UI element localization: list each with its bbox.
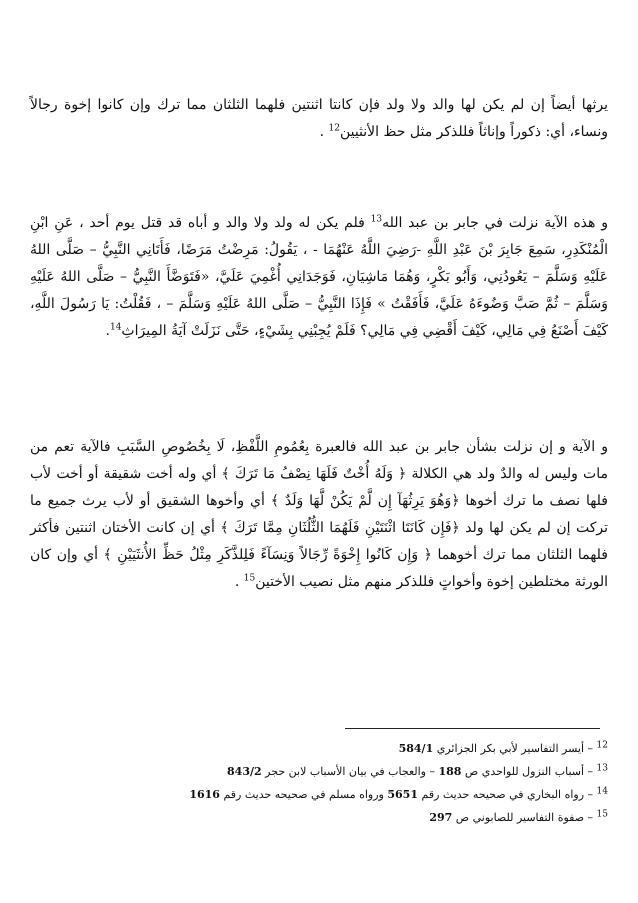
footnote-number: 14: [596, 786, 608, 797]
footnote-text: – أيسر التفاسير لأبي بكر الجزائري: [433, 742, 594, 755]
paragraph-inheritance-intro: [30, 92, 608, 146]
footnote-text-continued: ورواه مسلم في صحيحه حديث رقم: [219, 788, 388, 801]
footnote-page: 188: [438, 765, 462, 778]
footnote-hadith-number: 5651: [387, 788, 418, 801]
footnote-item: [248, 737, 608, 760]
paragraph-text: يرثها أيضاً إن لم يكن لها والد ولا ولد فإن كانتا اثنتين فلهما الثلثان مما ترك وإن كانوا إخوة رجالاً ونساء، أي: ذكوراً وإناثاً فللذكر مثل حظ الأنثيين: [30, 97, 608, 140]
footnote-text-continued: – والعجاب في بيان الأسباب لابن حجر: [261, 765, 439, 778]
footnote-ref: 14: [109, 322, 122, 333]
footnote-ref: 12: [328, 123, 340, 134]
paragraph-tail: .: [105, 323, 110, 339]
footnote-number: 12: [596, 740, 608, 751]
paragraph-text: و الآية و إن نزلت بشأن جابر بن عبد الله فالعبرة بِعُمُومِ اللَّفْظِ، لَا بِخُصُوصِ السَّبَبِ فالآية تعم من مات وليس له والدٌ ولد هي الكلالة ﴿ وَلَهُ أُخْتٌ فَلَهَا نِصْفُ مَا تَرَكَ ﴾ أي وله أخت شقيقة أو أخت لأب فلها نصف ما ترك أخوها ﴿وَهُوَ يَرِثُهَآ إِن لَّمْ يَكُنْ لَّهَا وَلَدٌ ﴾ أي وأخوها الشقيق أو لأب يرث جميع ما تركت إن لم يكن لها ولد ﴿فَإِن كَانَتَا اثْنَتَيْنِ فَلَهُمَا الثُّلُثَانِ مِمَّا تَرَكَ ﴾ أي إن كانت الأختان اثنتين فأكثر فلهما الثلثان مما ترك أخوهما ﴿ وَإِن كَانُوا إِخْوَةً رِّجَالاً وَنِسَآءً فَلِلذَّكَرِ مِثْلُ حَظِّ الأُنثَيَيْنِ ﴾ أي وإن كان الورثة مختلطين إخوة وأخواتٍ فللذكر منهم مثل نصيب الأختين: [30, 439, 608, 590]
footnote-text: – أسباب النزول للواحدي ص: [461, 765, 594, 778]
footnote-ref: 13: [370, 214, 383, 225]
footnote-number: 13: [596, 763, 608, 774]
footnotes: [189, 737, 608, 829]
paragraph-kalala-ruling: [30, 434, 608, 596]
footnote-divider: [345, 728, 600, 729]
footnote-ref: 15: [243, 573, 256, 584]
paragraph-tail: .: [319, 124, 325, 140]
footnote-hadith-number: 1616: [189, 788, 220, 801]
footnote-text: – صفوة التفاسير للصابوني ص: [452, 811, 594, 824]
footnote-page: 584/1: [398, 742, 434, 755]
footnote-page: 297: [429, 811, 453, 824]
paragraph-text-continued: فلم يكن له ولد ولا والد و أباه قد قتل يوم أحد ، عَنِ ابْنِ الْمُنْكَدِرِ، سَمِعَ جَابِرَ بْنَ عَبْدِ اللَّهِ -رَضِيَ اللَّهُ عَنْهُمَا - ، يَقُولُ: مَرِضْتُ مَرَضًا، فَأَتَانِي النَّبِيُّ – صَلَّى اللهُ عَلَيْهِ وَسَلَّمَ – يَعُودُنِي، وَأَبُو بَكْرٍ، وَهُمَا مَاشِيَانِ، فَوَجَدَانِي أُغْمِيَ عَلَيَّ، «فَتَوَضَّأَ النَّبِيُّ – صَلَّى اللهُ عَلَيْهِ وَسَلَّمَ – ثُمَّ صَبَّ وَضُوءَهُ عَلَيَّ، فَأَفَقْتُ » فَإِذَا النَّبِيُّ – صَلَّى اللهُ عَلَيْهِ وَسَلَّمَ – ، فَقُلْتُ: يَا رَسُولَ اللَّهِ، كَيْفَ أَصْنَعُ فِي مَالِي، كَيْفَ أَقْضِي فِي مَالِي؟ فَلَمْ يُجِبْنِي بِشَيْءٍ، حَتَّى نَزَلَتْ آيَةُ المِيرَاثِ: [30, 215, 608, 339]
footnote-number: 15: [596, 809, 608, 820]
paragraph-text: و هذه الآية نزلت في جابر بن عبد الله: [382, 215, 608, 231]
footnote-item: [189, 783, 608, 806]
footnote-text: – رواه البخاري في صحيحه حديث رقم: [418, 788, 594, 801]
footnote-page: 843/2: [227, 765, 262, 778]
paragraph-tail: .: [234, 574, 240, 590]
footnote-item: [248, 806, 608, 829]
footnote-item: [227, 760, 608, 783]
paragraph-revelation-cause: [30, 210, 608, 345]
